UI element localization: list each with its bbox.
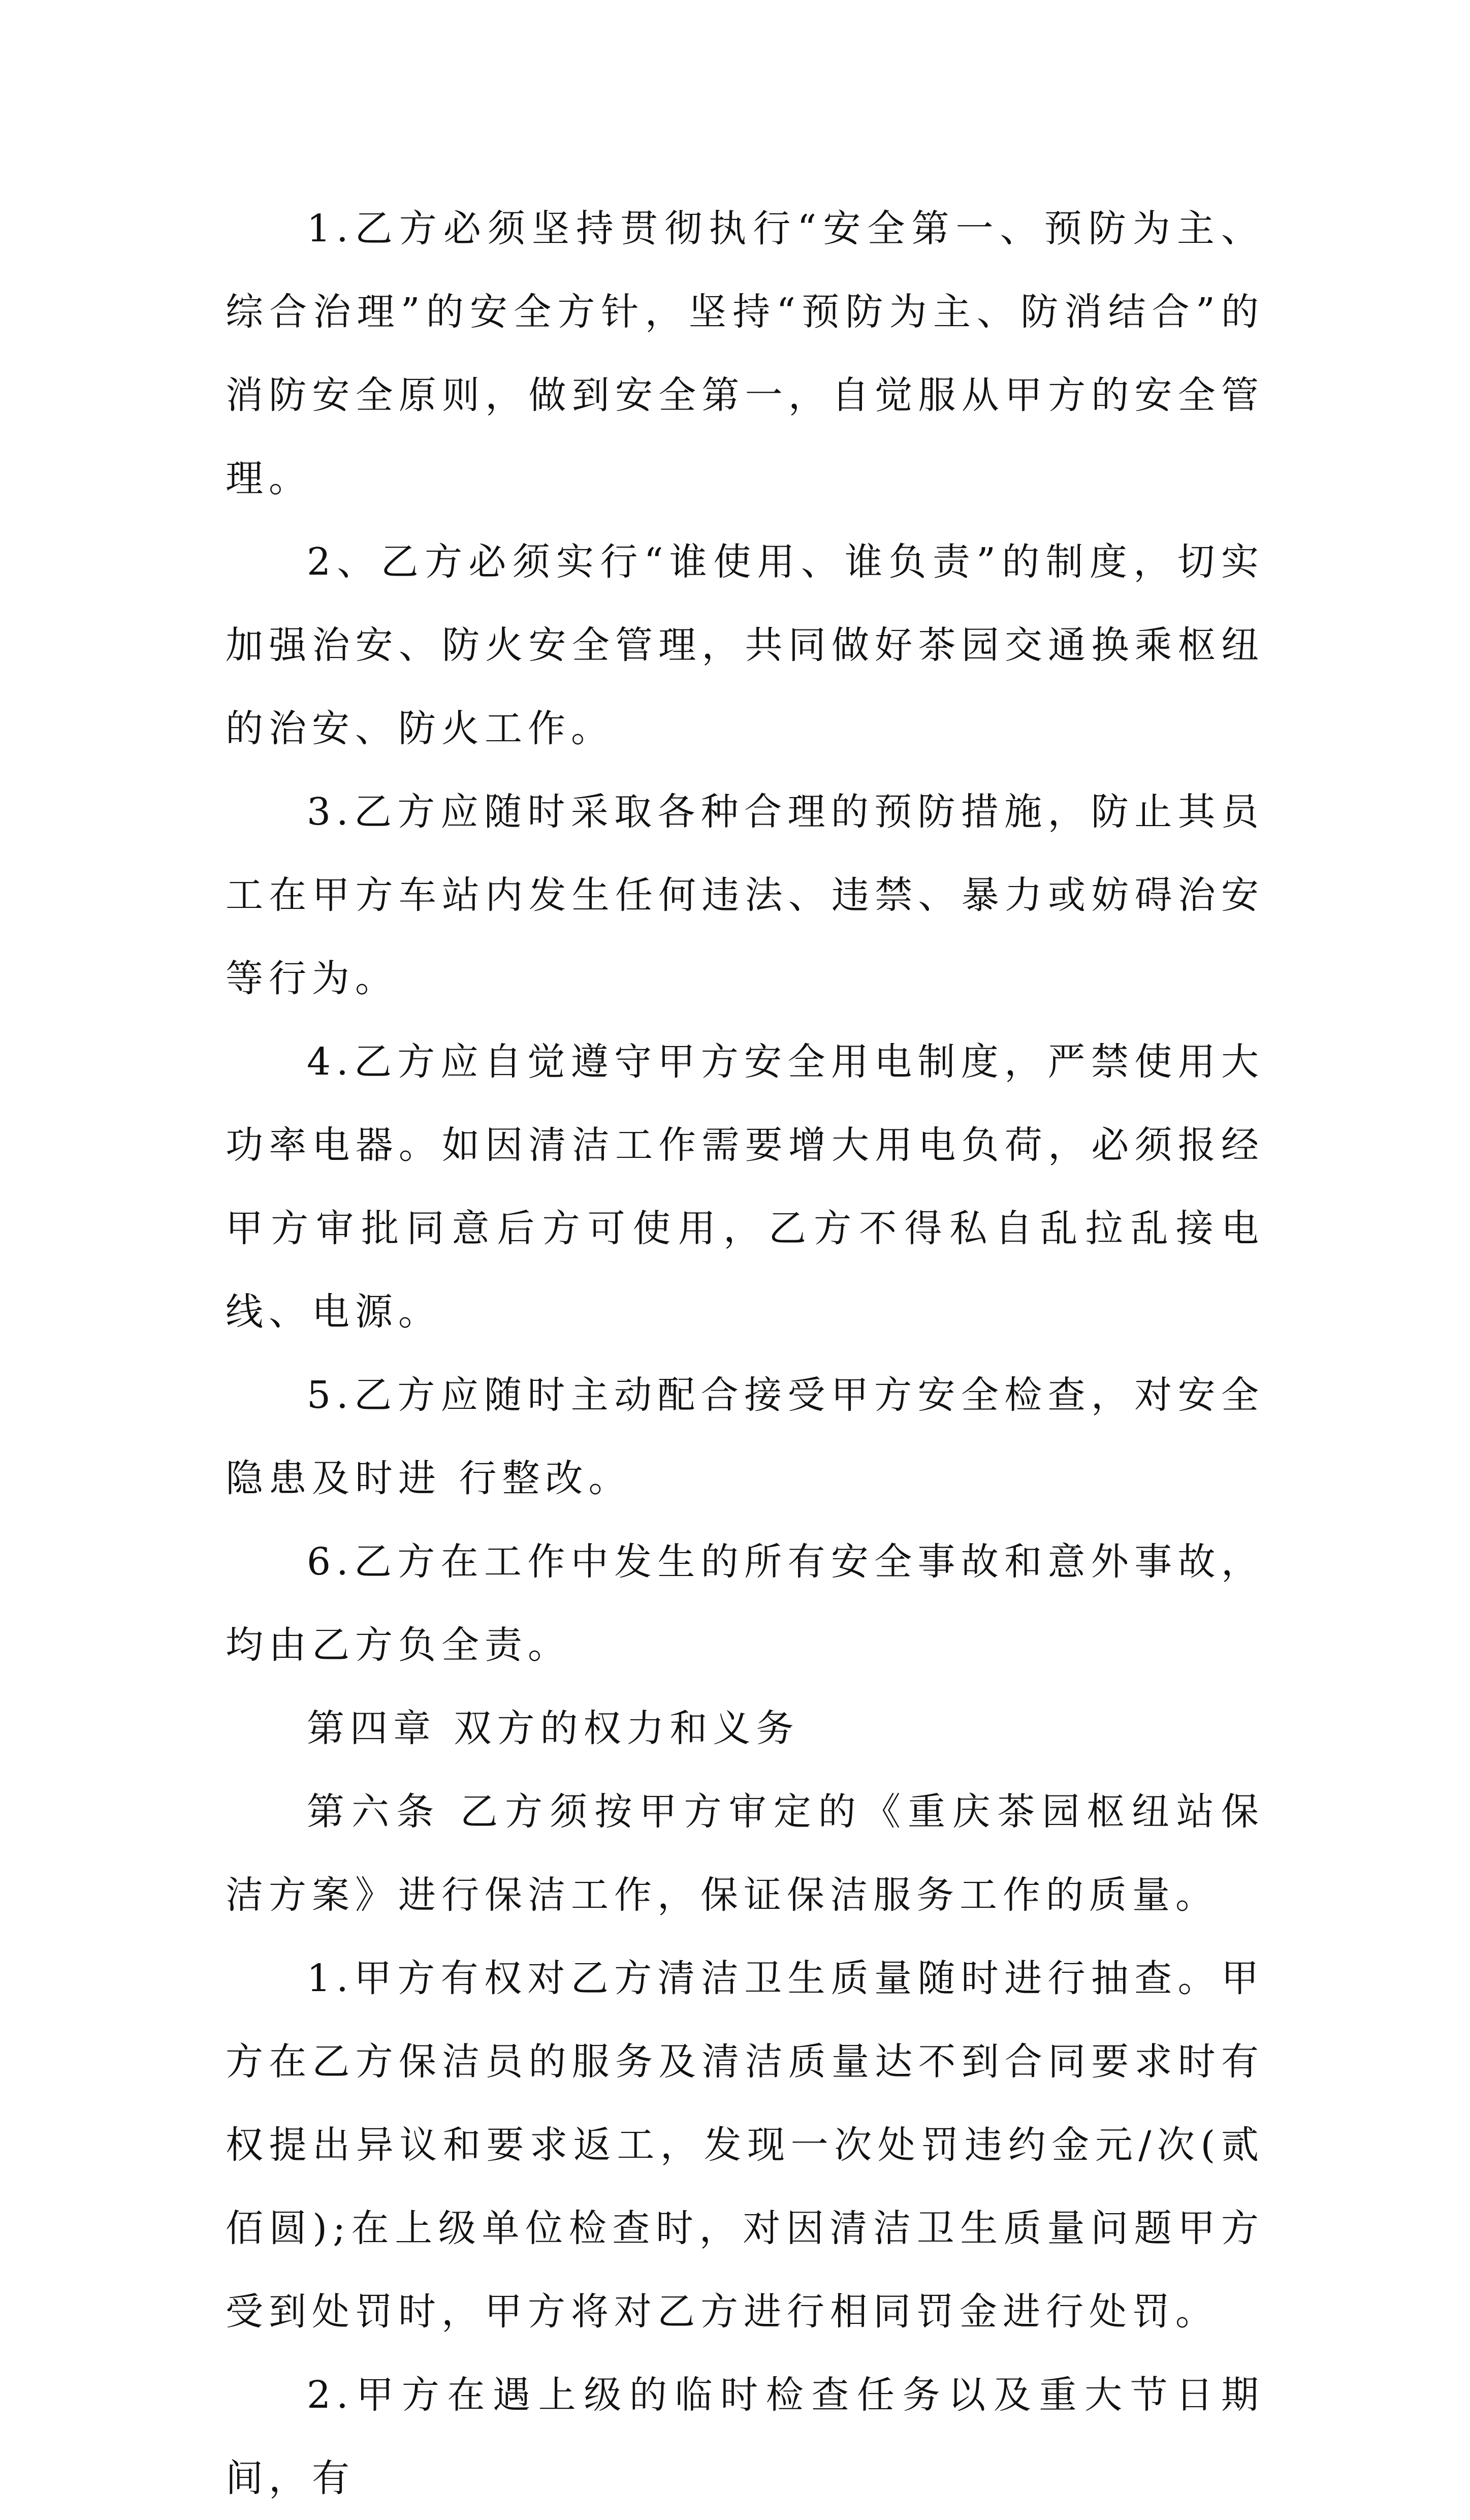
- paragraph-quality-checks: 1.甲方有权对乙方清洁卫生质量随时进行抽查。甲方在乙方保洁员的服务及清洁质量达不到合同要求时有权提出异议和要求返工，发现一次处罚违约金元/次(贰佰圆);在上级单位检查时，对因清洁卫生质量问题甲方受到处罚时，甲方将对乙方进行相同罚金进行处罚。: [226, 1957, 1264, 2334]
- paragraph-safety-inspection: 5.乙方应随时主动配合接受甲方安全检查，对安全隐患及时进 行整改。: [226, 1373, 1264, 1500]
- paragraph-inspection-tasks: 2.甲方在遇上级的临时检查任务以及重大节日期间，有: [226, 2373, 1264, 2500]
- paragraph-safety-policy: 1.乙方必须坚持贯彻执行“安全第一、预防为主、综合治理”的安全方针，坚持“预防为主、防消结合”的消防安全原则，做到安全第一，自觉服从甲方的安全管理。: [226, 207, 1264, 500]
- paragraph-accident-liability: 6.乙方在工作中发生的所有安全事故和意外事故，均由乙方负全责。: [226, 1540, 1264, 1667]
- chapter-heading: 第四章 双方的权力和义务: [307, 1707, 800, 1750]
- document-body: [226, 187, 1264, 2520]
- paragraph-electricity-rules: 4.乙方应自觉遵守甲方安全用电制度，严禁使用大功率电器。如因清洁工作需要增大用电负荷，必须报经甲方审批同意后方可使用，乙方不得私自乱拉乱接电线、电源。: [226, 1040, 1264, 1334]
- paragraph-preventive-measures: 3.乙方应随时采取各种合理的预防措施，防止其员工在甲方车站内发生任何违法、违禁、暴力或妨碍治安等行为。: [226, 790, 1264, 1000]
- paragraph-responsibility-system: 2、乙方必须实行“谁使用、谁负责”的制度，切实加强治安、防火安全管理，共同做好茶园交通换乘枢纽的治安、防火工作。: [226, 540, 1264, 750]
- article-six: 第六条 乙方须按甲方审定的《重庆茶园枢纽站保洁方案》进行保洁工作，保证保洁服务工作的质量。: [226, 1790, 1264, 1917]
